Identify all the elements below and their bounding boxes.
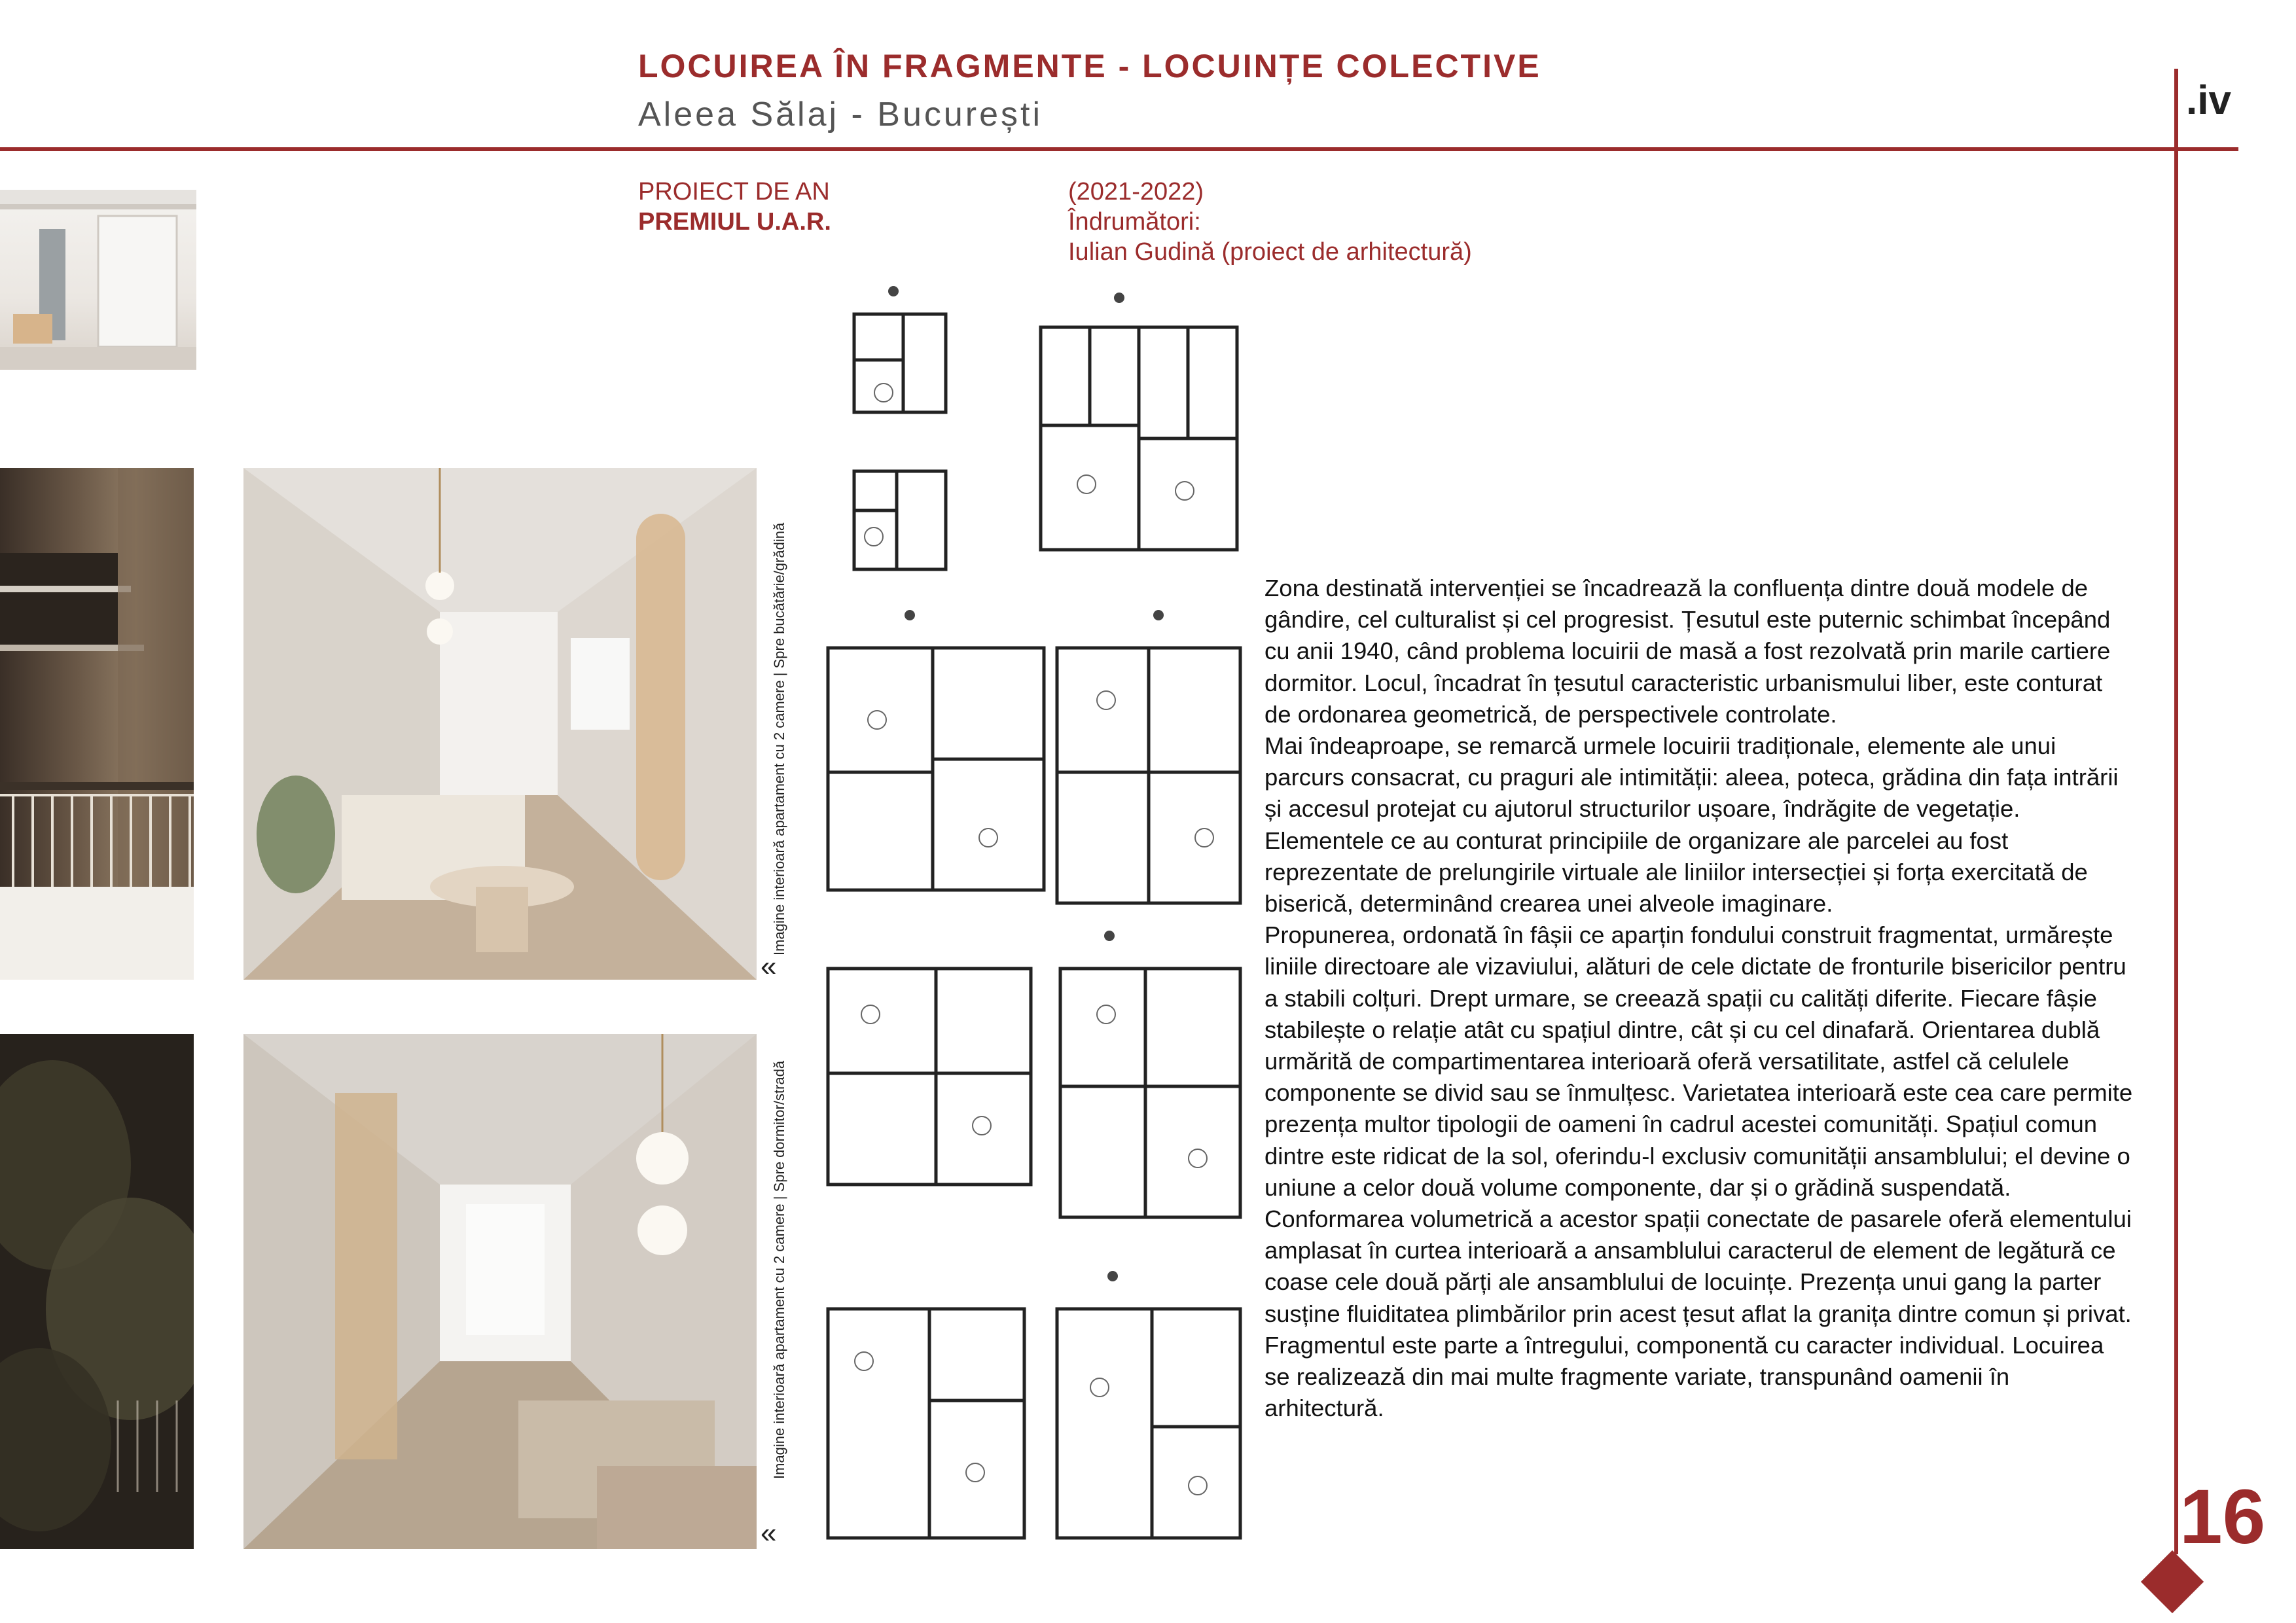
vertical-divider [2174, 69, 2178, 1554]
header-divider [0, 147, 2238, 151]
project-award: PREMIUL U.A.R. [638, 208, 831, 236]
render-exterior-top [0, 190, 196, 370]
paragraph: Zona destinată intervenției se încadrează la confluența dintre două modele de gândire, cel culturalist și cel progresist. Țesutul este puternic schimbat începând cu anii 1940, când problema locuirii de masă a fost rezolvată prin marile cartiere dormitor. Locul, încadrat în țesutul caracteristic urbanismului liber, este conturat de ordonarea geometrică, de perspectivele controlate. [1265, 575, 2111, 728]
floor-plans [812, 275, 1244, 1558]
render-exterior-garden [0, 1034, 194, 1549]
render-interior-bedroom [243, 1034, 757, 1549]
advisors-label: Îndrumători: [1068, 208, 1201, 236]
page-number: 16 [2179, 1474, 2266, 1560]
advisor-name: Iulian Gudină (proiect de arhitectură) [1068, 238, 1472, 266]
project-years: (2021-2022) [1068, 178, 1204, 205]
section-mark: .iv [2186, 78, 2231, 123]
paragraph: Elementele ce au conturat principiile de organizare ale parcelei au fost reprezentate de prelungirile virtuale ale liniilor intersecției și forța exercitată de biserică, determinând crearea unei alveole imaginare. [1265, 827, 2088, 918]
paragraph: Propunerea, ordonată în fâșii ce aparțin fondului construit fragmentat, urmărește liniile directoare ale vizaviului, alături de cele dictate de fronturile bisericilor pentru a stabili colțuri. Drept urmare, se creează spații cu calități diferite. Fiecare fâșie stabilește o relație atât cu spațiul dintre, cât și cu cel dinafară. Orientarea dublă urmărită de compartimentarea interioară oferă versatilitate, astfel că celulele componente se divid sau se înmulțesc. Varietatea interioară este cea care permite prezența multor tipologii de oameni în cadrul acestei comunități. Spațiul comun dintre este ridicat de la sol, oferindu-l exclusiv comunității ansamblului; el devine o uniune a celor două volume componente, dar și o grădină suspendată. Conformarea volumetrică a acestor spații conectate de pasarele oferă elementului amplasat în curtea interioară a ansamblului caracterul de element de legătură ce coase cele două părți ale ansamblului de locuințe. Prezența unui gang la parter susține fluiditatea plimbărilor prin acest țesut aflat la granița dintre comun și privat. [1265, 921, 2133, 1327]
render-exterior-facade [0, 468, 194, 980]
render-caption-kitchen: Imagine interioară apartament cu 2 camere | Spre bucătărie/grădină [771, 522, 787, 955]
paragraph: Fragmentul este parte a întregului, componentă cu caracter individual. Locuirea se realizează din mai multe fragmente variate, transpunând oamenii în arhitectură. [1265, 1331, 2104, 1422]
render-caption-bedroom: Imagine interioară apartament cu 2 camere | Spre dormitor/stradă [771, 1060, 787, 1479]
render-interior-kitchen [243, 468, 757, 980]
page-subtitle: Aleea Sălaj - București [638, 96, 1043, 134]
page-title: LOCUIREA ÎN FRAGMENTE - LOCUINȚE COLECTIVE [638, 48, 1541, 84]
project-type: PROIECT DE AN [638, 178, 830, 205]
paragraph: Mai îndeaproape, se remarcă urmele locuirii tradiționale, elemente ale unui parcurs consacrat, cu praguri ale intimității: aleea, poteca, grădina din fața intrării și accesul protejat cu ajutorul structurilor ușoare, îndrăgite de vegetație. [1265, 732, 2119, 823]
double-chevron-left-icon: « [761, 1517, 777, 1549]
double-chevron-left-icon: « [761, 950, 777, 982]
description-text [1265, 573, 2135, 1424]
